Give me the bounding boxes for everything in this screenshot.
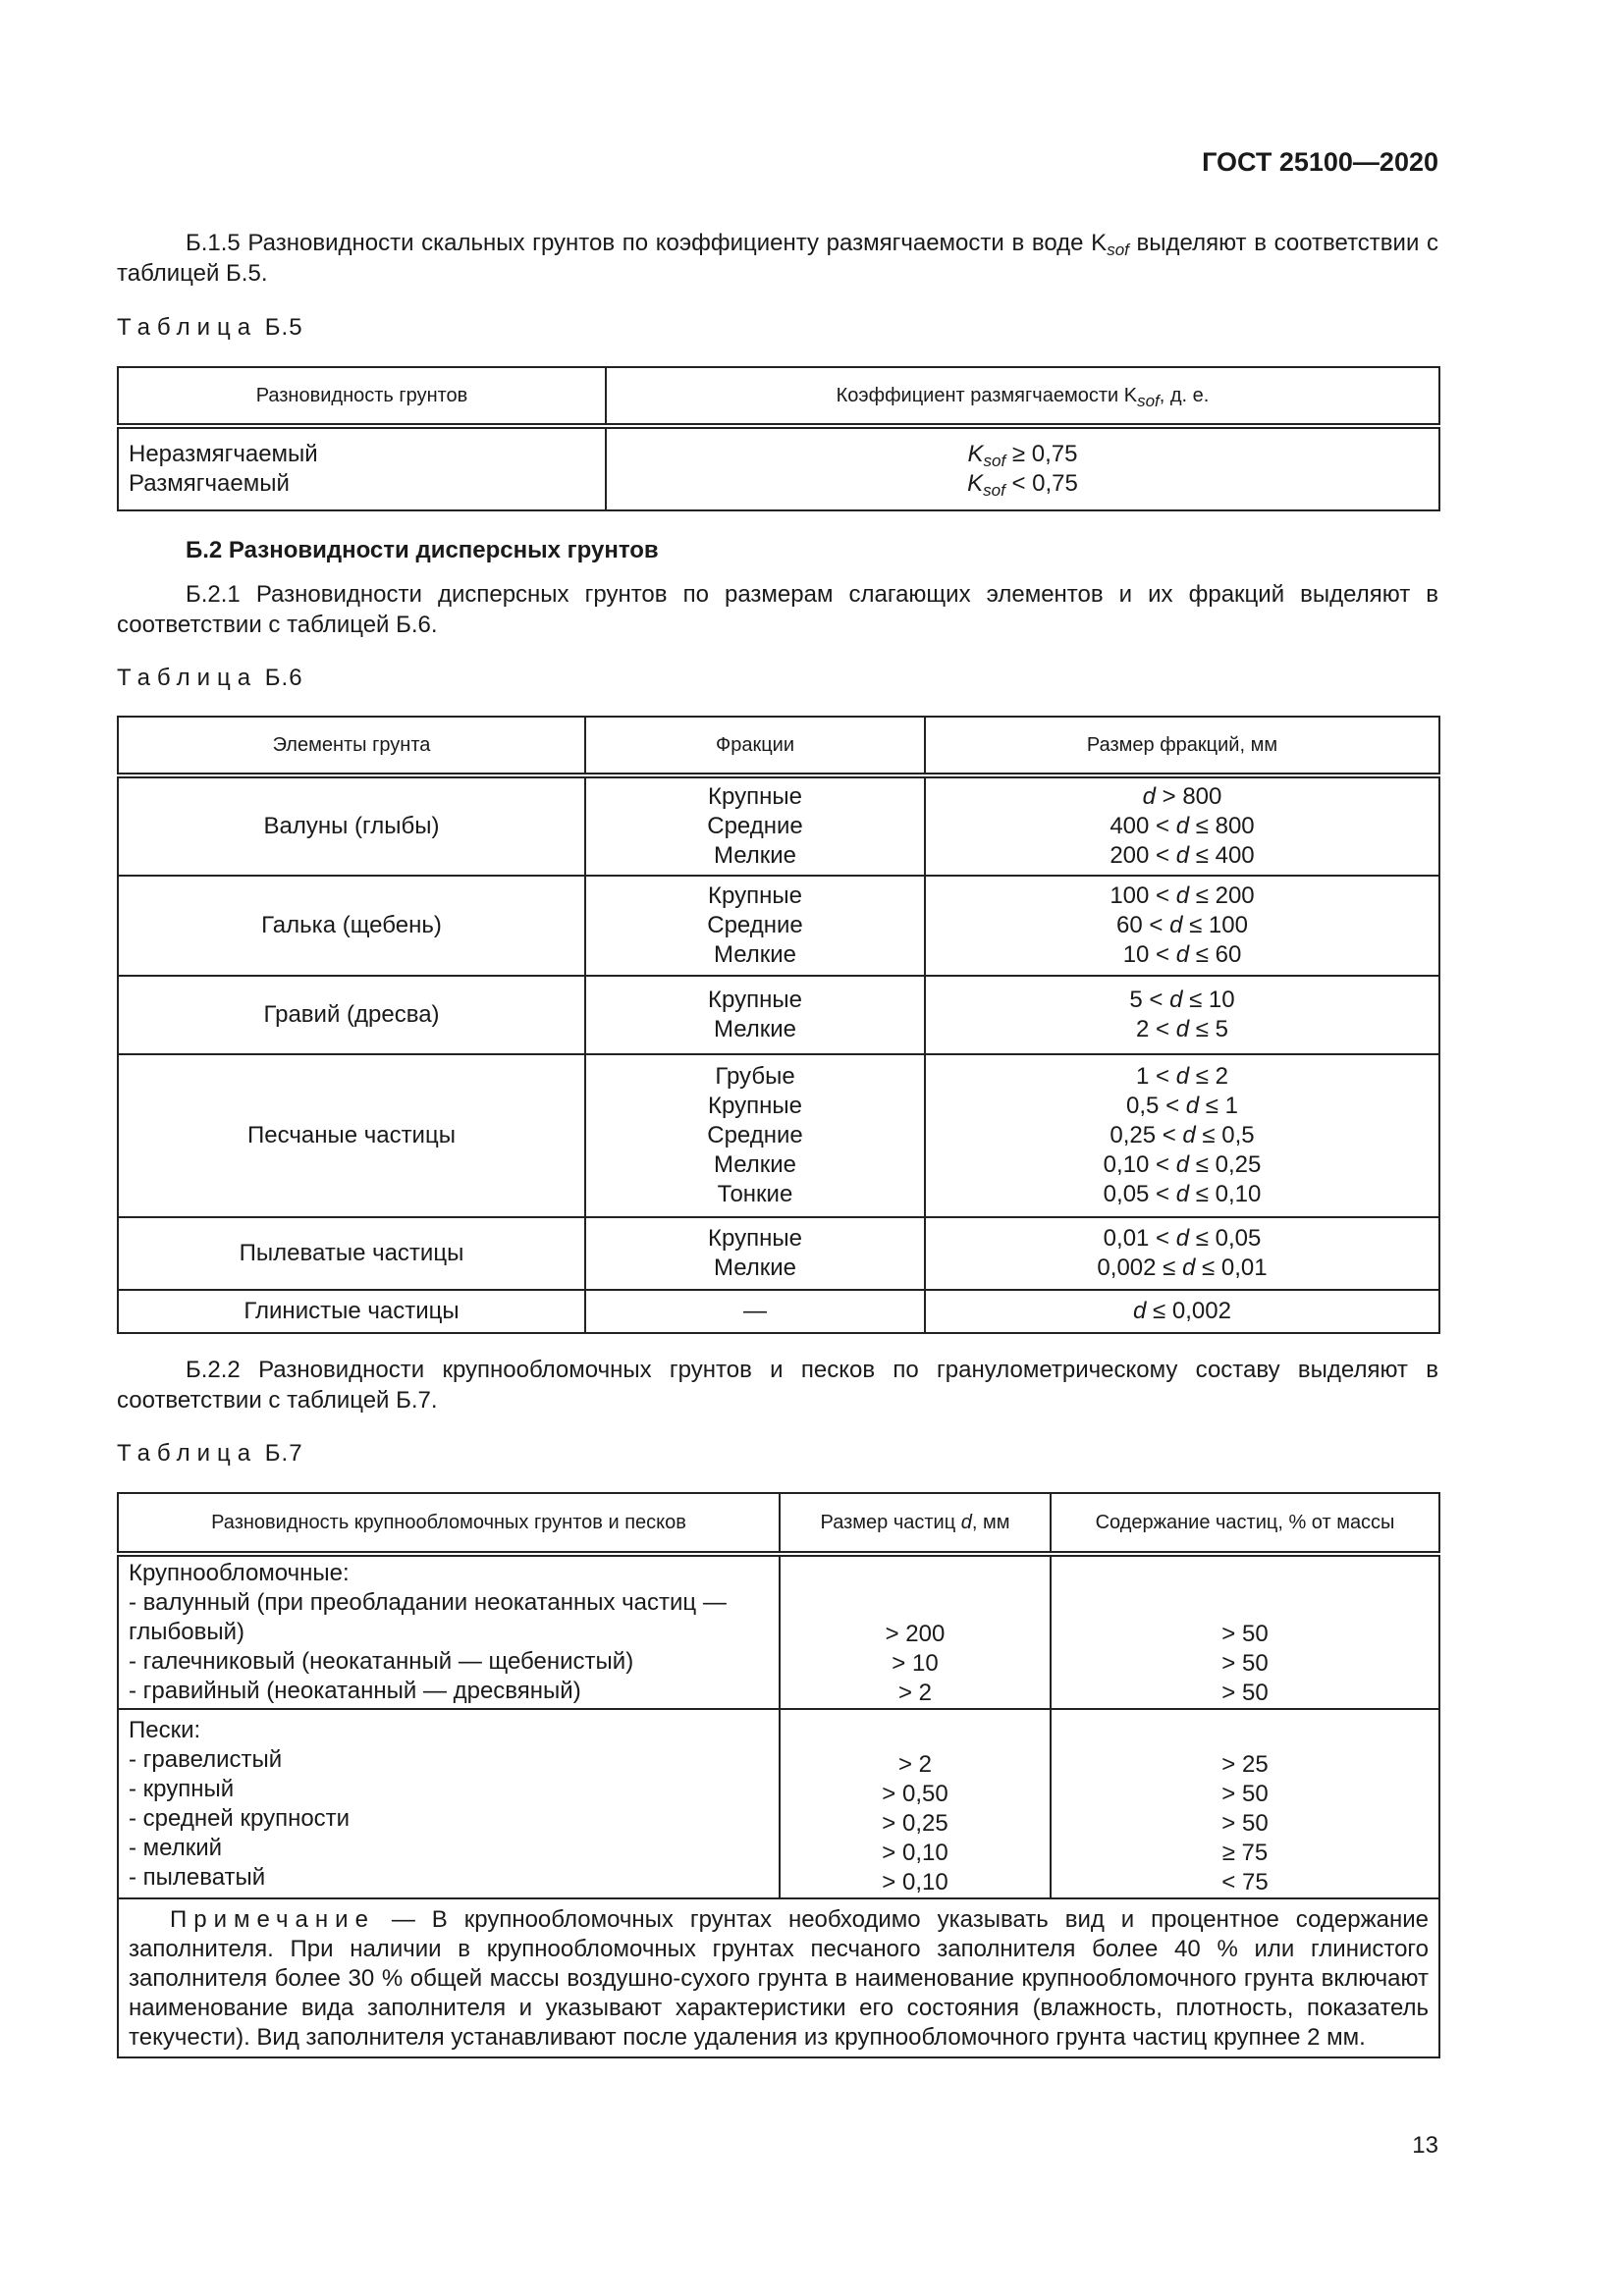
table-b6-element: Пылеватые частицы bbox=[118, 1217, 585, 1290]
table-b5-header-1: Разновидность грунтов bbox=[118, 367, 606, 426]
fraction-size: 2 < d ≤ 5 bbox=[1136, 1016, 1228, 1042]
table-b6-sizes bbox=[925, 1054, 1439, 1217]
fraction-size: 0,01 < d ≤ 0,05 bbox=[1103, 1225, 1262, 1252]
table-b6-row bbox=[118, 976, 1439, 1054]
paragraph-b15: Б.1.5 Разновидности скальных грунтов по коэффициенту размягчаемости в воде $K_{sof}$ выделяют в соответствии с таблицей Б.5. bbox=[117, 230, 1439, 287]
table-b6-element: Валуны (глыбы) bbox=[118, 775, 585, 876]
table-b7-coarse-varieties: Крупнообломочные: - валунный (при преобладании неокатанных частиц — глыбовый) - галечниковый (неокатанный — щебенистый) - гравийный (неокатанный — дресвяный) bbox=[118, 1554, 780, 1709]
table-b6-header-3: Размер фракций, мм bbox=[925, 717, 1439, 775]
table-b6-element: Песчаные частицы bbox=[118, 1054, 585, 1217]
table-b5 bbox=[117, 366, 1440, 511]
table-b6 bbox=[117, 716, 1440, 1334]
fraction-label: Средние bbox=[707, 1122, 803, 1148]
table-b6-element: Глинистые частицы bbox=[118, 1290, 585, 1333]
table-b5-title: Таблица Б.5 bbox=[117, 314, 303, 341]
fraction-label: Средние bbox=[707, 813, 803, 839]
fraction-label: Крупные bbox=[708, 1093, 802, 1119]
table-b7-note: Примечание — В крупнообломочных грунтах необходимо указывать вид и процентное содержание заполнителя. При наличии в крупнообломочных грунтах песчаного заполнителя более 40 % или глинистого заполнителя более 30 % общей массы воздушно-сухого грунта в наименование крупнообломочного грунта включают наименование вида заполнителя и указывают характеристики его состояния (влажность, плотность, показатель текучести). Вид заполнителя устанавливают после удаления из крупнообломочного грунта частиц крупнее 2 мм. bbox=[118, 1898, 1439, 2057]
table-b6-fractions bbox=[585, 1054, 925, 1217]
fraction-label: Крупные bbox=[708, 783, 802, 810]
table-b6-row bbox=[118, 1290, 1439, 1333]
fraction-label: Мелкие bbox=[713, 1016, 797, 1042]
table-b7-coarse-sizes: > 200 > 10 > 2 bbox=[780, 1554, 1051, 1709]
table-b6-element: Галька (щебень) bbox=[118, 876, 585, 976]
fraction-label: Мелкие bbox=[713, 842, 797, 869]
fraction-size: 0,10 < d ≤ 0,25 bbox=[1103, 1151, 1262, 1178]
fraction-size: 200 < d ≤ 400 bbox=[1110, 842, 1255, 869]
fraction-label: Мелкие bbox=[713, 941, 797, 968]
table-b6-row bbox=[118, 1054, 1439, 1217]
fraction-size: d ≤ 0,002 bbox=[1133, 1298, 1231, 1324]
section-heading-b2: Б.2 Разновидности дисперсных грунтов bbox=[186, 537, 659, 563]
fraction-label: Мелкие bbox=[713, 1255, 797, 1281]
table-b5-values: $K_{sof} \ge 0,75$ $K_{sof} < 0,75$ bbox=[606, 426, 1439, 510]
table-b7-header-2: Размер частиц d, мм bbox=[780, 1493, 1051, 1554]
table-b5-varieties: Неразмягчаемый Размягчаемый bbox=[118, 426, 606, 510]
table-b7-sand-contents: > 25 > 50 > 50 ≥ 75 < 75 bbox=[1051, 1709, 1439, 1898]
table-b6-row bbox=[118, 876, 1439, 976]
fraction-label: Средние bbox=[707, 912, 803, 938]
fraction-label: Мелкие bbox=[713, 1151, 797, 1178]
table-b5-header-2: Коэффициент размягчаемости $K_{sof}$, д. е. bbox=[606, 367, 1439, 426]
table-b7-header-1: Разновидность крупнообломочных грунтов и песков bbox=[118, 1493, 780, 1554]
table-b6-fractions bbox=[585, 876, 925, 976]
table-b7 bbox=[117, 1492, 1440, 2058]
fraction-label: Грубые bbox=[715, 1063, 795, 1090]
table-b7-sand-varieties: Пески: - гравелистый - крупный - средней крупности - мелкий - пылеватый bbox=[118, 1709, 780, 1898]
table-b7-header-3: Содержание частиц, % от массы bbox=[1051, 1493, 1439, 1554]
page-number: 13 bbox=[1412, 2132, 1438, 2159]
fraction-label: Крупные bbox=[708, 882, 802, 909]
table-b6-header-1: Элементы грунта bbox=[118, 717, 585, 775]
table-b6-title: Таблица Б.6 bbox=[117, 665, 303, 691]
fraction-size: 400 < d ≤ 800 bbox=[1110, 813, 1255, 839]
table-b6-element: Гравий (дресва) bbox=[118, 976, 585, 1054]
table-b6-sizes bbox=[925, 976, 1439, 1054]
table-b6-fractions bbox=[585, 1290, 925, 1333]
fraction-size: 5 < d ≤ 10 bbox=[1129, 987, 1235, 1013]
fraction-size: 0,002 ≤ d ≤ 0,01 bbox=[1097, 1255, 1268, 1281]
fraction-label: Крупные bbox=[708, 987, 802, 1013]
table-b6-sizes bbox=[925, 775, 1439, 876]
table-b7-sand-sizes: > 2 > 0,50 > 0,25 > 0,10 > 0,10 bbox=[780, 1709, 1051, 1898]
fraction-size: 0,25 < d ≤ 0,5 bbox=[1110, 1122, 1255, 1148]
paragraph-b21: Б.2.1 Разновидности дисперсных грунтов по размерам слагающих элементов и их фракций выделяют в соответствии с таблицей Б.6. bbox=[117, 581, 1438, 638]
fraction-size: 100 < d ≤ 200 bbox=[1110, 882, 1255, 909]
fraction-size: d > 800 bbox=[1142, 783, 1222, 810]
table-b6-fractions bbox=[585, 1217, 925, 1290]
fraction-label: Крупные bbox=[708, 1225, 802, 1252]
table-b6-sizes bbox=[925, 876, 1439, 976]
document-header: ГОСТ 25100—2020 bbox=[1202, 147, 1438, 177]
table-b6-header-2: Фракции bbox=[585, 717, 925, 775]
table-b6-fractions bbox=[585, 775, 925, 876]
table-b6-sizes bbox=[925, 1290, 1439, 1333]
fraction-size: 60 < d ≤ 100 bbox=[1116, 912, 1248, 938]
table-b7-coarse-contents: > 50 > 50 > 50 bbox=[1051, 1554, 1439, 1709]
fraction-label: Тонкие bbox=[717, 1181, 793, 1207]
fraction-size: 0,5 < d ≤ 1 bbox=[1126, 1093, 1238, 1119]
table-b6-sizes bbox=[925, 1217, 1439, 1290]
fraction-size: 10 < d ≤ 60 bbox=[1122, 941, 1242, 968]
fraction-size: 1 < d ≤ 2 bbox=[1136, 1063, 1228, 1090]
fraction-size: 0,05 < d ≤ 0,10 bbox=[1103, 1181, 1262, 1207]
table-b7-title: Таблица Б.7 bbox=[117, 1440, 303, 1467]
table-b6-fractions bbox=[585, 976, 925, 1054]
table-b6-row bbox=[118, 1217, 1439, 1290]
fraction-label: — bbox=[743, 1298, 767, 1324]
table-b6-row bbox=[118, 775, 1439, 876]
paragraph-b22: Б.2.2 Разновидности крупнообломочных грунтов и песков по гранулометрическому составу выделяют в соответствии с таблицей Б.7. bbox=[117, 1357, 1438, 1414]
